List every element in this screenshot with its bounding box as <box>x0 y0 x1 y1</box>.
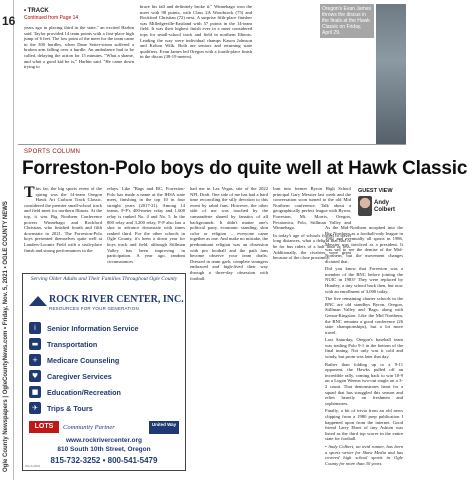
rock-river-center-ad[interactable] <box>22 273 186 471</box>
article-column-1-text: his far, the big sports event of the spring was the 14-team Oregon Hawk Art Carlson Track Classic, considered the premier small-school track and field meet for northern Illinois. At the top, it was Big Northern Conference powers Winnebago and Rockford Christian, who finished fourth and fifth downstate in 2021. The Forreston-Polo boys presented themselves quite well at Landers-Loomis Field with a sixth-place finish and strong performances in the <box>24 186 102 253</box>
article-paragraph: As the Mid-Northern morphed into the Big Northern as a football-only league in 1981 and eventually all sports in 1986, Messier was involved as a president. It was sad to see the demise of the Mid-Northern, but the movement changes dictated that. <box>325 225 403 264</box>
ad-organization-name: ROCK RIVER CENTER, INC. <box>49 294 184 305</box>
medical-icon: + <box>29 354 41 366</box>
ad-phone-numbers: 815-732-3252 • 800-541-5479 <box>50 456 158 465</box>
article-paragraph: In today's age of schools forced to travel long distances, what a delight that had to be for bus riders of a half hour or less. Additionally, the rivalries were great because of the close proximity. <box>273 232 351 261</box>
rock-river-logo-icon <box>29 294 47 308</box>
continuation-kicker: • TRACK <box>24 8 49 14</box>
info-icon: i <box>29 322 41 334</box>
ad-service-item: ▬ Transportation <box>29 336 179 352</box>
article-paragraph: Iran into former Byron High School principal Gary Messier last week and the conversation soon turned to the old Mid Northern conference. Talk about a geographically perfect league with Byron, Forreston, Mt. Morris, Oregon, Pecatonica, Polo, Stillman Valley and Winnebago. <box>273 186 351 231</box>
continuation-jump-line: Continued from Page 14 <box>24 15 79 21</box>
continuation-column-2: brace his fall and definitely broke it." Winnebago won the meet with 98 points, with Class 2A Woodstock (75) and Rockford Christian (72) next. A surprise fifth-place finisher was Milledgeville-Eastland with 57 points in the 14-team field. It was their highest finish ever in a meet considered tops for small-school track and field in northern Illinois. Leading the way were individual champs Kason Johnson and Kolton Wilk. Both are seniors and returning state qualifiers. Evan James led Oregon with a fourth-place finish in the discus (38-19 meters). <box>140 4 252 60</box>
ad-code: OG-A-0021 <box>25 464 41 468</box>
article-paragraph: Rather than folding up to a 9-11 opponent, the Hawks pulled off an incredible rally, coming back to win 10-9 on a Logan Weems two-out single on a 3-2 count. That demonstrates heart for a squad that has struggled this season and relies heavily on freshmen and sophomores. <box>325 361 403 406</box>
ad-service-item: ♥ Caregiver Services <box>29 368 179 384</box>
ad-service-item: ■ Education/Recreation <box>29 384 179 400</box>
continuation-column-1: years ago in placing third in the state," an excited Harbin said. Taylor provided 14 team points with a first-place high jump of 6 feet. The low point of the meet for the team came in the 300 hurdles, when Dane Setter-strom suffered a broken arm falling over a hurdle. An ambulance had to be called, delaying the action for 15 minutes. "What a shame, and what a good kid he is," Harbin said. "He came down trying to <box>24 25 134 70</box>
margin-publication-text: Ogle County Newspapers | OgleCountyNews.com • Friday, Nov. 5, 2021 • OGLE COUNTY NEWS <box>3 201 9 472</box>
ad-service-item: + Medicare Counseling <box>29 352 179 368</box>
continuation-header <box>24 8 134 21</box>
article-paragraph: Finally, a bit of trivia from an old news clipping from a 1980 prep publication I happened upon from the internet. Good friend Larry Ebert of tiny Ashton was listed as the third top scorer in the entire state for football. <box>325 408 403 442</box>
ad-organization-subtitle: RESOURCES FOR YOUR GENERATION <box>49 306 139 311</box>
article-headline: Forreston-Polo boys do quite well at Hawk Classic <box>22 158 467 179</box>
article-paragraph: Last Saturday, Oregon's baseball team was trailing Polo 9-1 in the bottom of the final inning. Not only was it cold and windy, but prom was later that day. <box>325 337 403 360</box>
article-column-3: had me in Las Vegas, site of the 2022 NFL Draft. One side of me has had a hard time reconciling the silly devotion to this event by rabid fans. However, the other side of me was touched by the camaraderie shared by fanatics of all backgrounds. It didn't matter one's political party, economic standing, skin color or religion – everyone came together as one. And make no mistake, the predominant religion was an obsession with pro football and the path fans become observe your team drafts. Dressed in team garb, complete strangers embraced and high-fived their way through a three-day obsession with football. <box>190 186 268 281</box>
ad-service-item: ✈ Trips & Tours <box>29 400 179 416</box>
ad-service-item: i Senior Information Service <box>29 320 179 336</box>
drop-cap: T <box>24 184 35 201</box>
author-avatar <box>358 196 372 216</box>
author-name: Andy Colbert <box>374 200 395 213</box>
ad-website-link[interactable]: www.rockrivercenter.org <box>66 437 142 444</box>
ad-partner-row <box>29 419 179 435</box>
ad-services-list <box>29 320 179 416</box>
author-bio: • Andy Colbert, an avid runner, has been a sports writer for Shaw Media and has covered high school sports in Ogle County for more than 30 years. <box>325 443 403 466</box>
community-partner-label: Community Partner <box>63 423 115 431</box>
section-label: SPORTS COLUMN <box>24 149 81 155</box>
article-column-1 <box>24 186 102 253</box>
discus-photo <box>376 4 406 144</box>
united-way-logo: United Way <box>149 421 179 434</box>
section-divider <box>18 144 406 145</box>
article-column-2: relays. Like "Bags and BC, Forreston-Polo has made a name at the IHSA state meet, finishing in the top 10 in four straight years (2017-21). Among 14 teams, F-P's 400-meter relay and 1,600 relay is ranked No. 4 and No. 5. In the 800 relay and 3,200 relay, F-P also has a shot to advance downstate with times ranked third. For the other schools in Ogle County, it's been a down year for boys track and field, although Stillman Valley has been improving in participation. A year ago, random circumstances <box>107 186 185 264</box>
book-icon: ■ <box>29 386 41 398</box>
caregiver-icon: ♥ <box>29 370 41 382</box>
article-paragraph: The five remaining charter schools in the BNC are old standbys Byron, Oregon, Stillman Valley and 'Bags, along with Genoa-Kingston. Like the Mid Northern, the BNC remains a good conference (26 state championships), but a lot more travel. <box>325 296 403 335</box>
photo-credit: Carleen Hinkley / Shaw Media <box>340 54 368 62</box>
article-column-5 <box>325 225 403 475</box>
guest-view-label: GUEST VIEW <box>358 188 393 194</box>
ad-tagline: Serving Older Adults and Their Families Throughout Ogle County <box>30 276 178 282</box>
margin-publication-line <box>3 92 12 472</box>
article-paragraph: Did you know that Forreston was a member of the BNC before joining the NUIC in 1983? They were replaced by Huntley, a tiny school back then, but now with an enrollment of 3,000 today. <box>325 266 403 294</box>
page-number: 16 <box>2 14 16 28</box>
ad-address: 810 South 10th Street, Oregon <box>57 446 151 453</box>
photo-caption: Oregon's Evan James throws the discus in the finals at the Hawk Classic on Friday, April 29. <box>320 4 374 38</box>
lots-logo: LOTS <box>29 421 59 433</box>
trip-icon: ✈ <box>29 402 41 414</box>
bus-icon: ▬ <box>29 338 41 350</box>
